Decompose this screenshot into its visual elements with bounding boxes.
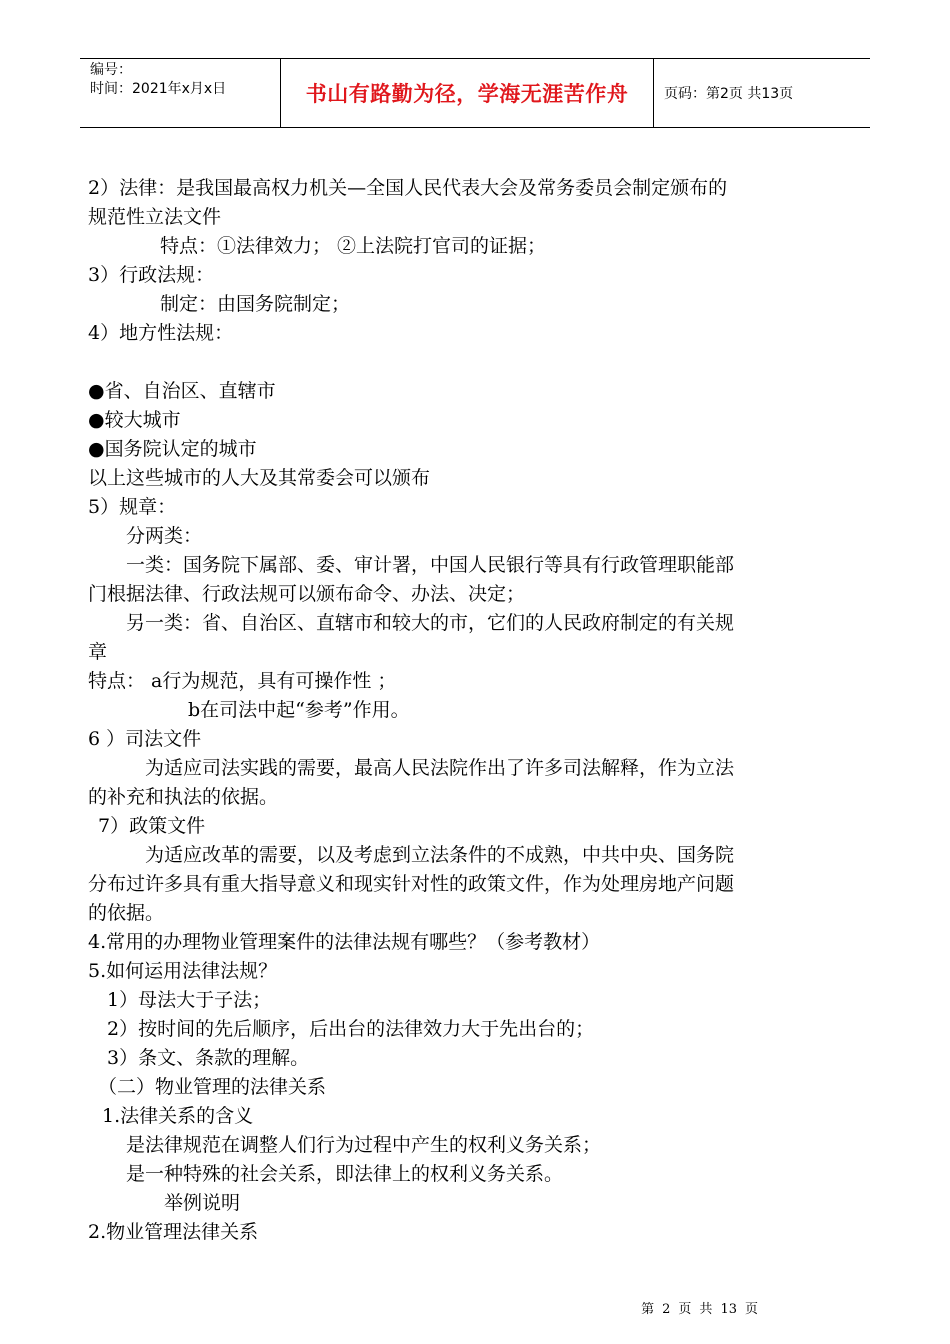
text-line: 2）法律：是我国最高权力机关—全国人民代表大会及常务委员会制定颁布的: [88, 177, 728, 199]
text-line: 为适应司法实践的需要，最高人民法院作出了许多司法解释，作为立法: [145, 757, 735, 779]
text-line: 分布过许多具有重大指导意义和现实针对性的政策文件，作为处理房地产问题: [88, 873, 735, 895]
text-line: 举例说明: [164, 1192, 241, 1214]
text-line: ●国务院认定的城市: [88, 438, 257, 460]
text-line: ●较大城市: [88, 409, 181, 431]
document-body: [88, 174, 878, 1247]
text-line: 是一种特殊的社会关系，即法律上的权利义务关系。: [126, 1163, 564, 1185]
text-line: 4.常用的办理物业管理案件的法律法规有哪些？（参考教材）: [88, 931, 601, 953]
text-line: 是法律规范在调整人们行为过程中产生的权利义务关系；: [126, 1134, 602, 1156]
footer-page-unit: 页: [678, 1302, 692, 1317]
text-line: 2）按时间的先后顺序，后出台的法律效力大于先出台的；: [107, 1018, 595, 1040]
text-line: 2.物业管理法律关系: [88, 1221, 259, 1243]
text-line: 为适应改革的需要，以及考虑到立法条件的不成熟，中共中央、国务院: [145, 844, 735, 866]
text-line: 6 ）司法文件: [88, 728, 202, 750]
text-line: （二）物业管理的法律关系: [98, 1076, 327, 1098]
page-header: [80, 58, 870, 128]
footer-total-unit: 页: [744, 1302, 758, 1317]
footer-total-number: 13: [720, 1302, 737, 1317]
text-line: b在司法中起“参考”作用。: [188, 699, 410, 721]
text-line: 门根据法律、行政法规可以颁布命令、办法、决定；: [88, 583, 526, 605]
page-footer: [0, 1298, 950, 1317]
document-time-label: 时间：2021年x月x日: [90, 81, 227, 97]
text-line: 1）母法大于子法；: [107, 989, 272, 1011]
text-line: 3）行政法规：: [88, 264, 215, 286]
text-line: ●省、自治区、直辖市: [88, 380, 276, 402]
document-number-label: 编号：: [90, 62, 132, 78]
header-motto: 书山有路勤为径，学海无涯苦作舟: [281, 59, 654, 127]
text-line: 4）地方性法规：: [88, 322, 234, 344]
text-line: 5.如何运用法律法规？: [88, 960, 278, 982]
text-line: 的依据。: [88, 902, 165, 924]
footer-page-number: 2: [662, 1302, 671, 1317]
text-line: 一类：国务院下属部、委、审计署，中国人民银行等具有行政管理职能部: [126, 554, 735, 576]
text-line: 7）政策文件: [98, 815, 206, 837]
text-line: 5）规章：: [88, 496, 177, 518]
text-line: 章: [88, 641, 108, 663]
text-line: 规范性立法文件: [88, 206, 222, 228]
text-line: 另一类：省、自治区、直辖市和较大的市，它们的人民政府制定的有关规: [126, 612, 735, 634]
footer-total-prefix: 共: [699, 1302, 713, 1317]
text-line: 的补充和执法的依据。: [88, 786, 279, 808]
text-line: 制定：由国务院制定；: [160, 293, 351, 315]
text-line: 以上这些城市的人大及其常委会可以颁布: [88, 467, 431, 489]
footer-page-prefix: 第: [641, 1302, 655, 1317]
text-line: 分两类：: [126, 525, 203, 547]
text-line: 1.法律关系的含义: [102, 1105, 254, 1127]
text-line: 特点： a行为规范，具有可操作性 ；: [88, 670, 397, 692]
header-meta: [80, 59, 281, 127]
text-line: 3）条文、条款的理解。: [107, 1047, 310, 1069]
text-line: [88, 348, 878, 377]
text-line: 特点：①法律效力； ②上法院打官司的证据；: [160, 235, 547, 257]
header-page-info: 页码：第2页 共13页: [664, 86, 794, 102]
